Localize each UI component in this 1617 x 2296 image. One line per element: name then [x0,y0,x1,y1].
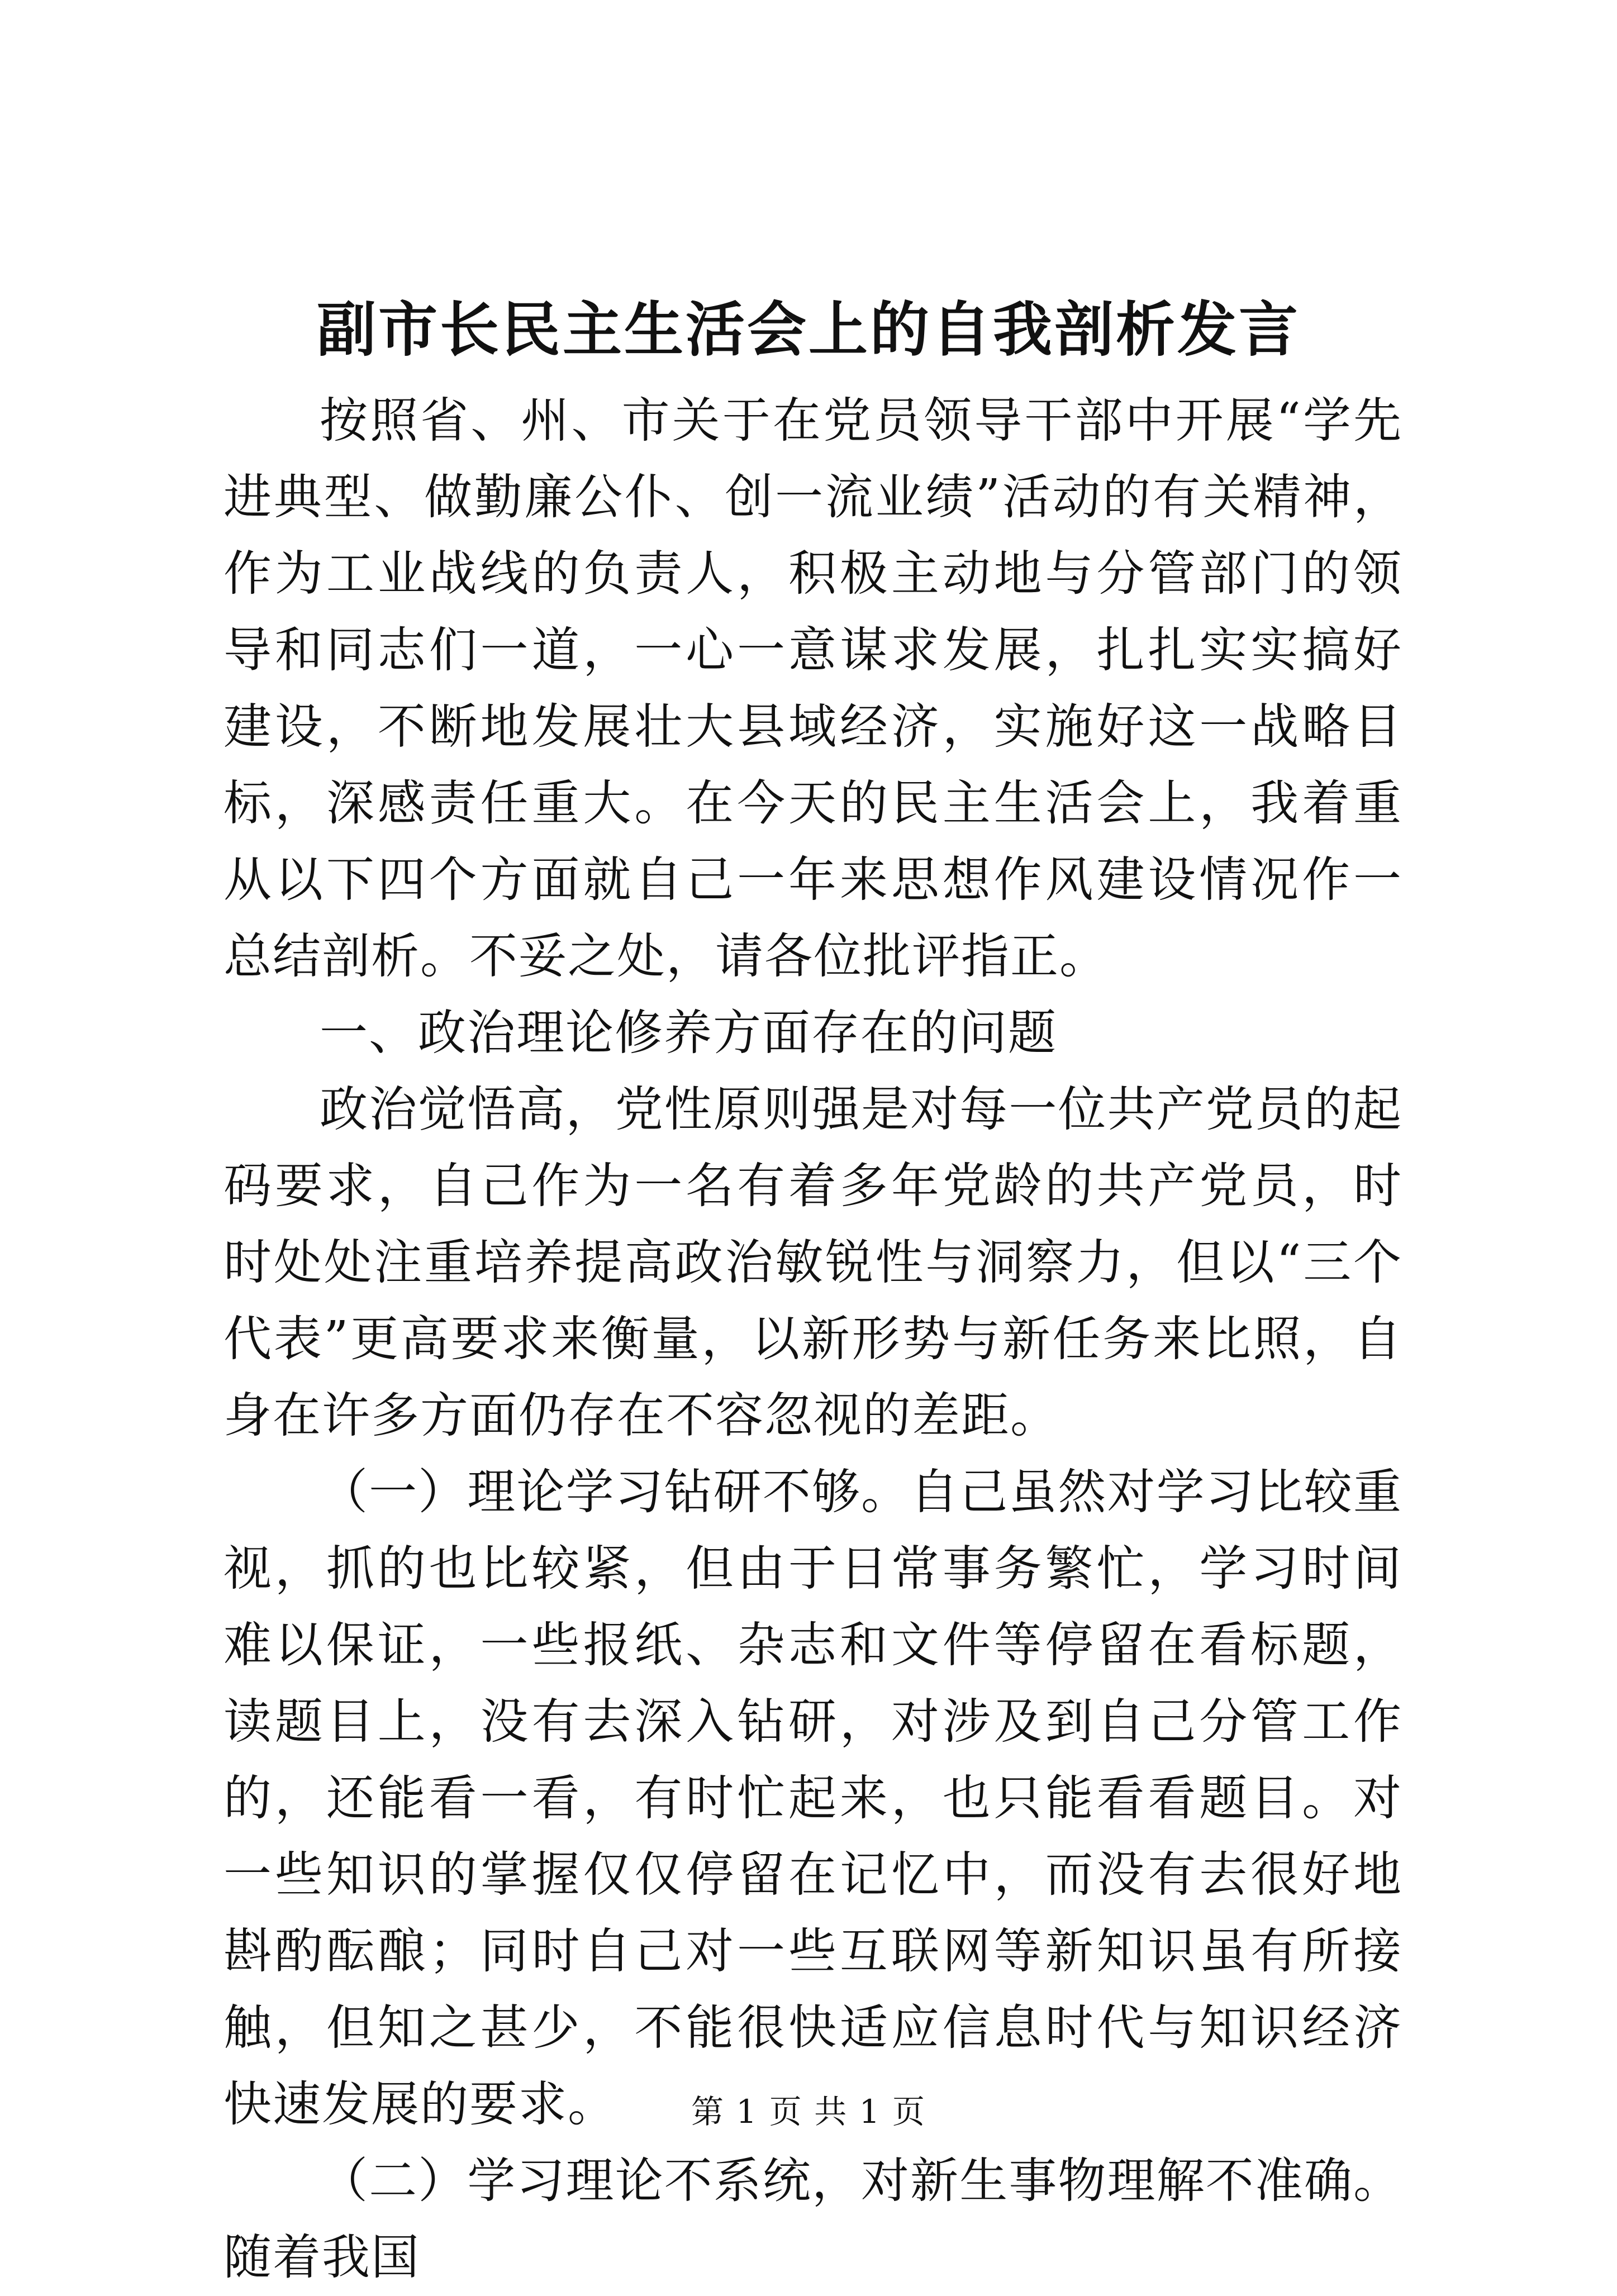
paragraph-subsection-2: （二）学习理论不系统，对新生事物理解不准确。随着我国 [223,2153,1402,2285]
paragraph-intro: 按照省、州、市关于在党员领导干部中开展“学先进典型、做勤廉公仆、创一流业绩”活动的有关精神，作为工业战线的负责人，积极主动地与分管部门的领导和同志们一道，一心一意谋求发展，扎扎实实搞好建设，不断地发展壮大县域经济，实施好这一战略目标，深感责任重大。在今天的民主生活会上，我着重从以下四个方面就自己一年来思想作风建设情况作一总结剖析。不妥之处，请各位批评指正。 [223,393,1402,984]
document-body [223,383,1402,2296]
section-heading: 一、政治理论修养方面存在的问题 [320,1005,1057,1061]
page-number-footer: 第 1 页 共 1 页 [691,2093,926,2131]
document-title: 副市长民主生活会上的自我剖析发言 [317,294,1300,364]
paragraph-political-awareness: 政治觉悟高，党性原则强是对每一位共产党员的起码要求，自己作为一名有着多年党龄的共产党员，时时处处注重培养提高政治敏锐性与洞察力，但以“三个代表”更高要求来衡量，以新形势与新任务来比照，自身在许多方面仍存在不容忽视的差距。 [223,1082,1402,1444]
paragraph-subsection-1: （一）理论学习钻研不够。自己虽然对学习比较重视，抓的也比较紧，但由于日常事务繁忙，学习时间难以保证，一些报纸、杂志和文件等停留在看标题，读题目上，没有去深入钻研，对涉及到自己分管工作的，还能看一看，有时忙起来，也只能看看题目。对一些知识的掌握仅仅停留在记忆中，而没有去很好地斟酌酝酿；同时自己对一些互联网等新知识虽有所接触，但知之甚少，不能很快适应信息时代与知识经济快速发展的要求。 [223,1464,1402,2132]
